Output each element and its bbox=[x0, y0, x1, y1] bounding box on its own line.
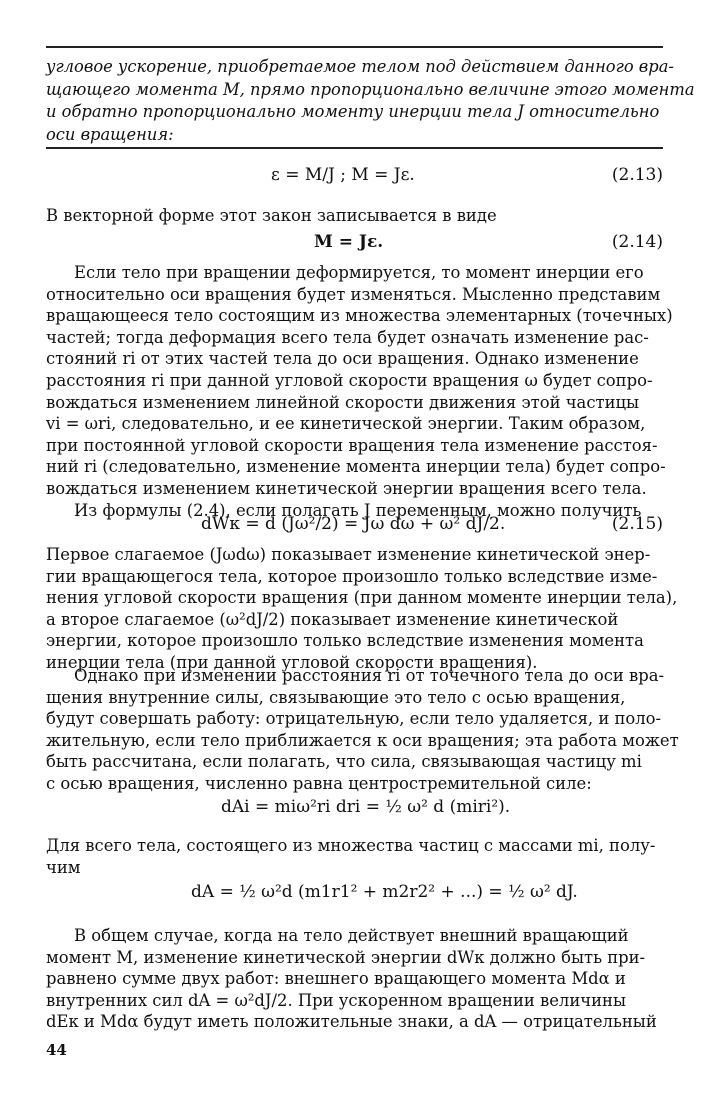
text-line: Из формулы (2.4), если полагать J переменным, можно получить bbox=[74, 500, 642, 520]
equation-2-15 bbox=[46, 514, 663, 540]
text-line: равнено сумме двух работ: внешнего вращающего момента Mdα и bbox=[46, 969, 626, 989]
text-line: энергии, которое произошло только вследствие изменения момента bbox=[46, 631, 644, 651]
text-line: с осью вращения, численно равна центростремительной силе: bbox=[46, 773, 592, 793]
equation-number: (2.14) bbox=[611, 232, 663, 252]
text-line: нения угловой скорости вращения (при данном моменте инерции тела), bbox=[46, 588, 678, 608]
equation-formula: ε = M/J ; M = Jε. bbox=[271, 165, 415, 185]
definition-line: и обратно пропорционально моменту инерции тела J относительно bbox=[46, 102, 660, 121]
text-line: вождаться изменением кинетической энергии вращения всего тела. bbox=[46, 478, 647, 498]
text-line: В общем случае, когда на тело действует внешний вращающий bbox=[74, 926, 629, 945]
definition-line: угловое ускорение, приобретаемое телом под действием данного вра- bbox=[46, 57, 674, 76]
text-line: расстояния ri при данной угловой скорости вращения ω будет сопро- bbox=[46, 370, 653, 390]
equation-number: (2.13) bbox=[611, 165, 663, 185]
text-line: относительно оси вращения будет изменяться. Мысленно представим bbox=[46, 284, 661, 304]
text-line: стояний ri от этих частей тела до оси вращения. Однако изменение bbox=[46, 349, 639, 369]
text-line: ний ri (следовательно, изменение момента инерции тела) будет сопро- bbox=[46, 457, 666, 477]
equation-formula: dAi = miω²ri dri = ½ ω² d (miri²). bbox=[221, 797, 511, 817]
text-line: жительную, если тело приближается к оси вращения; эта работа может bbox=[46, 730, 679, 750]
text-line: при постоянной угловой скорости вращения тела изменение расстоя- bbox=[46, 435, 658, 455]
paragraph-whole-body bbox=[46, 835, 665, 878]
vector-intro bbox=[46, 205, 665, 227]
definition-line: щающего момента M, прямо пропорционально величине этого момента bbox=[46, 79, 695, 99]
bottom-rule bbox=[46, 147, 663, 149]
text-line: момент M, изменение кинетической энергии dWк должно быть при- bbox=[46, 947, 646, 967]
equation-number: (2.15) bbox=[611, 514, 663, 534]
text-line: Первое слагаемое (Jωdω) показывает изменение кинетической энер- bbox=[46, 545, 651, 564]
paragraph-general-case bbox=[46, 925, 665, 1033]
vector-intro-text: В векторной форме этот закон записывается в виде bbox=[46, 206, 497, 225]
text-line: Однако при изменении расстояния ri от точечного тела до оси вра- bbox=[74, 666, 665, 685]
text-line: вождаться изменением линейной скорости движения этой частицы bbox=[46, 392, 640, 412]
equation-2-14 bbox=[46, 232, 663, 258]
definition-line: оси вращения: bbox=[46, 124, 174, 144]
text-line: а второе слагаемое (ω²dJ/2) показывает изменение кинетической bbox=[46, 609, 619, 629]
equation-2-13 bbox=[46, 165, 663, 191]
text-line: частей; тогда деформация всего тела будет означать изменение рас- bbox=[46, 327, 649, 347]
text-line: vi = ωri, следовательно, и ее кинетической энергии. Таким образом, bbox=[46, 414, 646, 434]
text-line: Для всего тела, состоящего из множества частиц с массами mi, полу- bbox=[46, 836, 656, 855]
text-line: щения внутренние силы, связывающие это тело с осью вращения, bbox=[46, 687, 626, 707]
text-line: dEк и Mdα будут иметь положительные знаки, а dA — отрицательный bbox=[46, 1012, 657, 1032]
definition-block bbox=[46, 56, 695, 146]
text-line: вращающееся тело состоящим из множества элементарных (точечных) bbox=[46, 306, 673, 326]
top-rule bbox=[46, 46, 663, 48]
paragraph-internal-forces bbox=[46, 665, 679, 795]
equation-formula: dA = ½ ω²d (m1r1² + m2r2² + ...) = ½ ω² dJ. bbox=[191, 882, 578, 902]
equation-dA bbox=[46, 882, 663, 908]
text-line: гии вращающегося тела, которое произошло только вследствие изме- bbox=[46, 566, 658, 586]
equation-dAi bbox=[46, 797, 663, 823]
text-line: инерции тела (при данной угловой скорости вращения). bbox=[46, 652, 538, 672]
paragraph-deformation bbox=[46, 262, 673, 521]
equation-formula: dWк = d (Jω²/2) = Jω dω + ω² dJ/2. bbox=[201, 514, 506, 534]
text-line: быть рассчитана, если полагать, что сила, связывающая частицу mi bbox=[46, 752, 642, 772]
text-line: Если тело при вращении деформируется, то момент инерции его bbox=[74, 263, 644, 282]
text-line: внутренних сил dA = ω²dJ/2. При ускоренном вращении величины bbox=[46, 990, 626, 1010]
equation-formula: M = Jε. bbox=[314, 232, 384, 252]
paragraph-terms bbox=[46, 544, 678, 674]
text-line: будут совершать работу: отрицательную, если тело удаляется, и поло- bbox=[46, 709, 662, 729]
text-line: чим bbox=[46, 857, 81, 877]
page-number: 44 bbox=[46, 1041, 67, 1059]
